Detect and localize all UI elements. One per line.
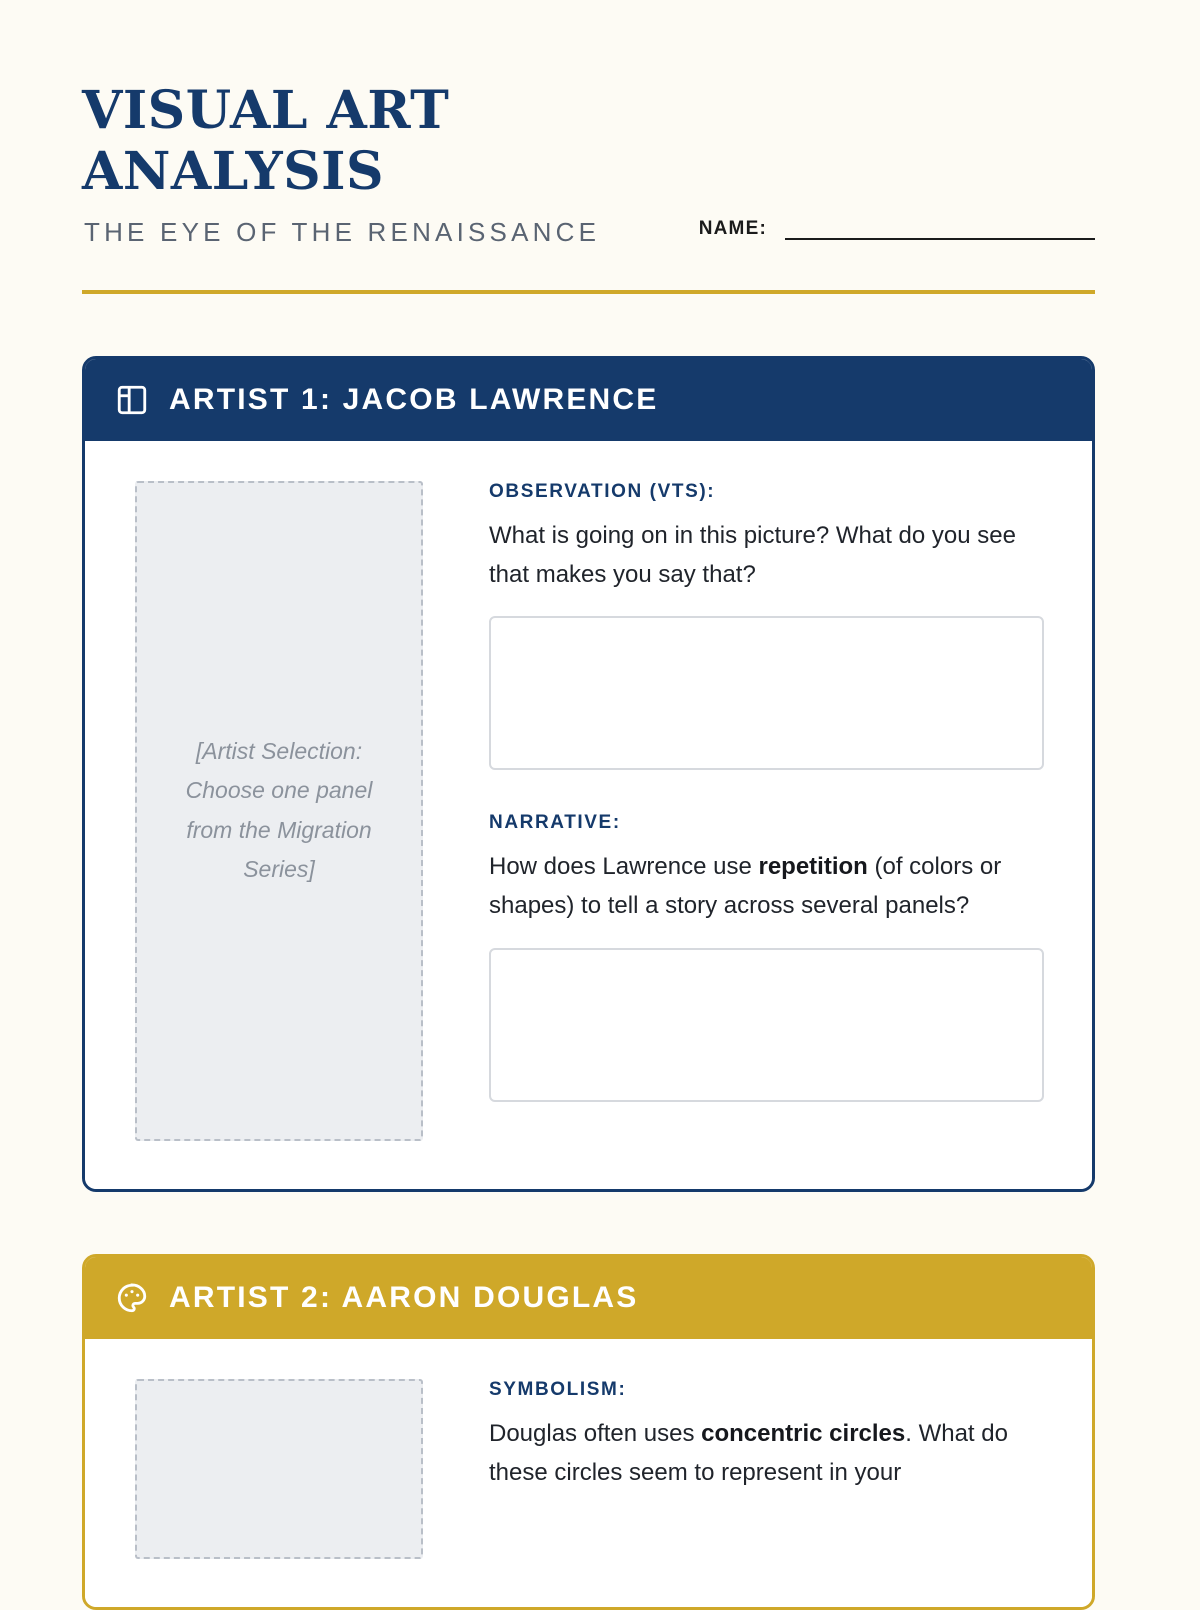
q-obs-part-0: What is going on in this picture? What do you see that makes you say that? (489, 521, 1016, 588)
question-observation (489, 481, 1044, 771)
question-observation-label: OBSERVATION (VTS): (489, 480, 716, 502)
section-1-header (85, 359, 1092, 441)
section-2-body (85, 1339, 1092, 1607)
page-subtitle: THE EYE OF THE RENAISSANCE (84, 216, 601, 247)
artwork-placeholder-1-text: [Artist Selection: Choose one panel from the Migration Series] (185, 737, 373, 883)
section-artist-1 (82, 356, 1095, 1192)
section-1-body (85, 441, 1092, 1189)
page-header (0, 0, 1200, 248)
question-symbolism (489, 1379, 1044, 1493)
name-input[interactable] (785, 220, 1095, 240)
answer-box-narrative[interactable] (489, 948, 1044, 1102)
name-field-group (699, 218, 1095, 240)
page-title: VISUAL ART ANALYSIS (82, 80, 450, 203)
question-observation-text (489, 517, 1044, 595)
artwork-placeholder-2[interactable] (135, 1379, 423, 1559)
layout-panel-icon (115, 383, 149, 417)
q-narr-part-0: How does Lawrence use (489, 853, 759, 881)
section-2-questions (489, 1379, 1044, 1559)
name-label: NAME: (698, 218, 767, 239)
q-sym-part-0: Douglas often uses (489, 1419, 702, 1447)
header-divider (82, 290, 1095, 294)
question-narrative-text (489, 848, 1044, 926)
question-symbolism-label: SYMBOLISM: (489, 1378, 627, 1400)
answer-box-observation[interactable] (489, 616, 1044, 770)
palette-icon (115, 1281, 149, 1315)
q-narr-part-1: repetition (758, 853, 868, 881)
section-1-questions (489, 481, 1044, 1141)
section-2-header (85, 1257, 1092, 1339)
question-narrative-label: NARRATIVE: (489, 812, 621, 834)
question-symbolism-text (489, 1415, 1044, 1493)
q-sym-part-2: . What do these circles seem to represent in your (489, 1419, 1008, 1486)
section-1-title: ARTIST 1: JACOB LAWRENCE (169, 382, 659, 416)
question-narrative (489, 812, 1044, 1102)
section-artist-2 (82, 1254, 1095, 1610)
q-narr-part-2: (of colors or shapes) to tell a story across several panels? (489, 853, 1002, 920)
artwork-placeholder-1[interactable] (135, 481, 423, 1141)
section-2-title: ARTIST 2: AARON DOUGLAS (169, 1280, 639, 1314)
q-sym-part-1: concentric circles (701, 1419, 906, 1447)
header-text-block (82, 80, 699, 248)
